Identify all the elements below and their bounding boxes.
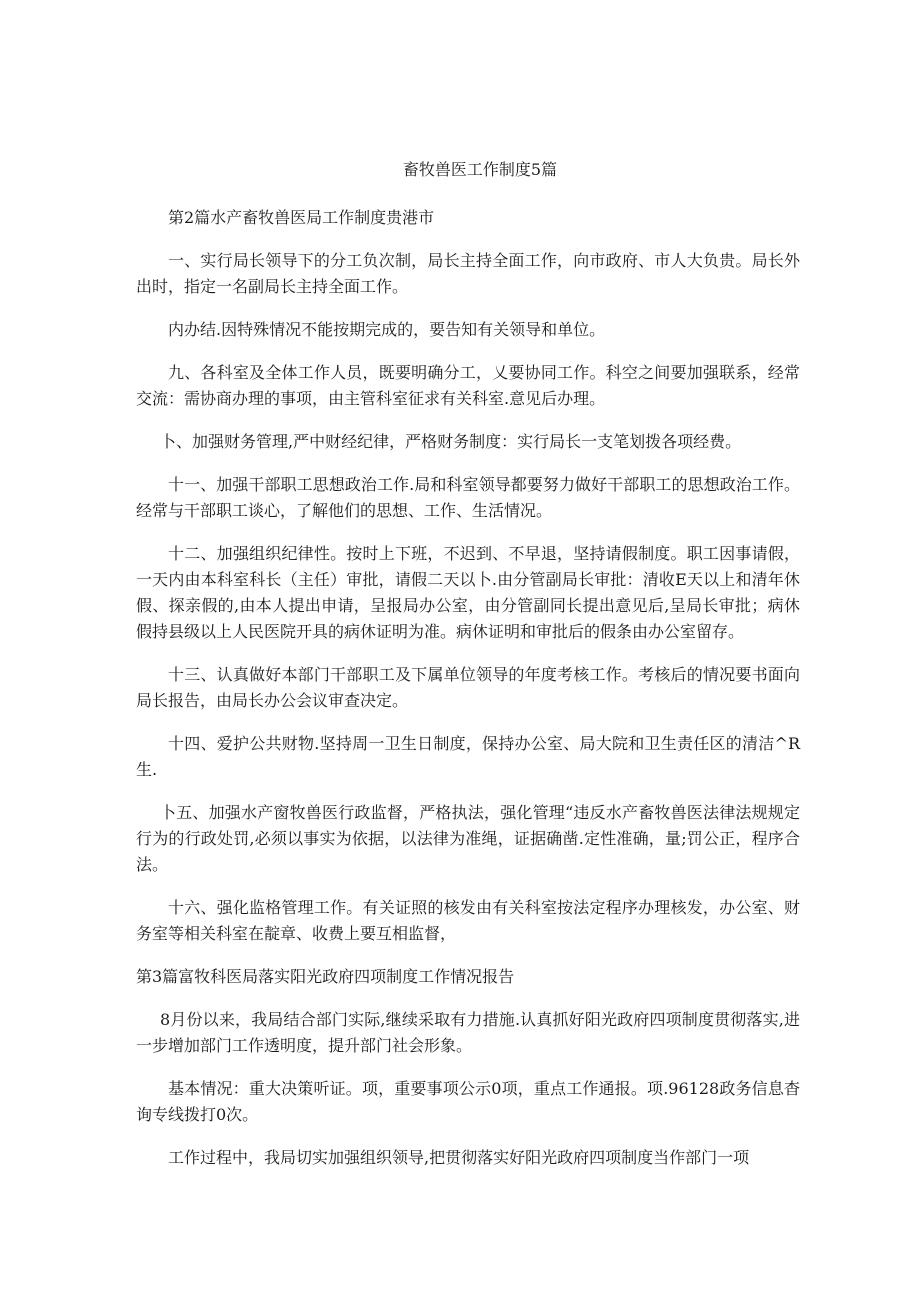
section-2-heading: 第2篇水产畜牧兽医局工作制度贵港市	[168, 208, 435, 227]
paragraph-item-11: 十一、加强干部职工思想政治工作.局和科室领导都要努力做好干部职工的思想政治工作。经常与干部职工谈心，了解他们的思想、工作、生活情况。	[136, 475, 800, 520]
paragraph-item-10: 卜、加强财务管理,严中财经纪律，严格财务制度：实行局长一支笔划拨各项经费。	[160, 432, 742, 451]
paragraph-basic-situation: 基本情况：重大决策听证。项，重要事项公示0项，重点工作通报。项.96128政务信息杳询专线拨打0次。	[136, 1079, 800, 1124]
document-title: 畜牧兽医工作制度5篇	[402, 160, 558, 179]
paragraph-august-report: 8月份以来，我局结合部门实际,继续采取有力措施.认真抓好阳光政府四项制度贯彻落实,进一步增加部门工作透明度，提升部门社会形象。	[136, 1010, 800, 1055]
paragraph-item-16: 十六、强化监格管理工作。有关证照的核发由有关科室按法定程序办理核发，办公室、财务室等相关科室在靛章、收费上要互相监督，	[136, 898, 800, 943]
section-3-heading: 第3篇富牧科医局落实阳光政府四项制度工作情况报告	[136, 967, 515, 986]
paragraph-responsibility-system: 一、实行局长领导下的分工负次制，局长主持全面工作，向市政府、市人大负贵。局长外出时，指定一名副局长主持全面工作。	[136, 251, 800, 296]
paragraph-item-13: 十三、认真做好本部门干部职工及下属单位领导的年度考核工作。考核后的情况要书面向局长报告，由局长办公会议审查决定。	[136, 665, 800, 710]
paragraph-deadline: 内办结.因特殊情况不能按期完成的，要告知有关领导和单位。	[168, 320, 606, 339]
paragraph-item-14: 十四、爱护公共财物.坚持周一卫生日制度，保持办公室、局大院和卫生责任区的清洁^R生.	[136, 734, 800, 779]
paragraph-item-12: 十二、加强组织纪律性。按时上下班，不迟到、不早退，坚持请假制度。职工因事请假，一天内由本科室科长（主任）审批，请假二天以卜.由分管副局长审批：清收E天以上和清年休假、探亲假的,由本人提出申请，呈报局办公室，由分管副同长提出意见后,呈局长审批；病休假持县级以上人民医院开具的病休证明为准。病休证明和审批后的假条由办公室留存。	[136, 544, 800, 641]
paragraph-work-process: 工作过程中，我局切实加强组织领导,把贯彻落实好阳光政府四项制度当作部门一项	[168, 1148, 750, 1167]
paragraph-item-15: 卜五、加强水产窗牧兽医行政监督，严格执法，强化管理“违反水产畜牧兽医法律法规规定行为的行政处罚,必须以事实为依据，以法律为准绳，证据确凿.定性准确，量;罚公正，程序合法。	[136, 803, 800, 874]
paragraph-item-9: 九、各科室及全体工作人员，既要明确分工，乂要协同工作。科空之间要加强联系，经常交流：需协商办理的事项，由主管科室征求有关科室.意见后办理。	[136, 363, 800, 408]
